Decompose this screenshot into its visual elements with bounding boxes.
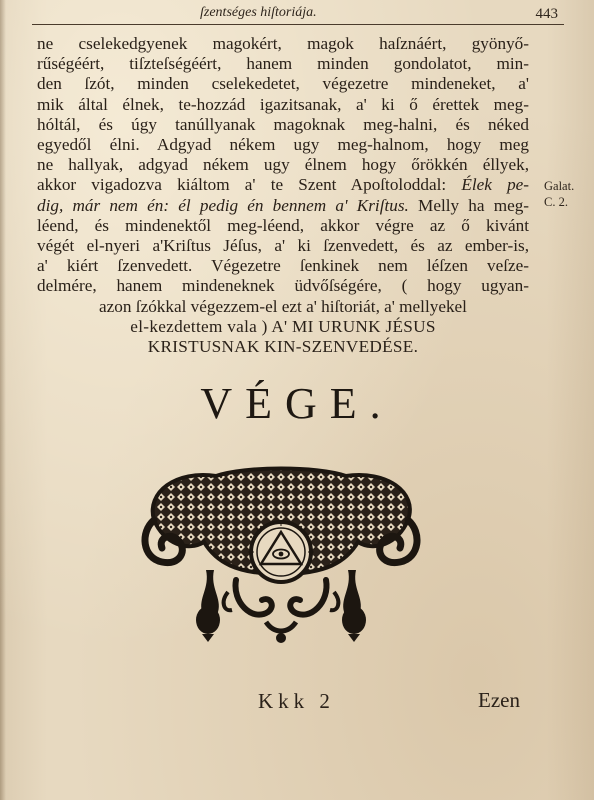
text-line: ne cselekedgyenek magokért, magok haſznáért, gyönyő- — [37, 34, 529, 53]
text-line: rűségéért, tiſzteſségéért, hanem minden gondolatot, min- — [37, 54, 529, 74]
text-line: azon ſzókkal végezzem-el ezt a' hiſtoriát, a' mellyekel — [99, 296, 467, 316]
text-line: léend, és mindenektől meg-léend, akkor végre az ő kivánt — [37, 215, 529, 235]
text-line: egyedől élni. Adgyad nékem ugy meg-halnom, hogy meg — [37, 135, 529, 155]
margin-note-ref: Galat. — [544, 179, 575, 193]
closing-word: VÉGE. — [200, 379, 394, 428]
italic-quote: dig, már nem én: él pedig én bennem a' Kriſtus. — [37, 195, 409, 215]
body-text — [37, 34, 529, 357]
text-line: végét el-nyeri a'Kriſtus Jéſus, a' ki ſzenvedett, és az ember-is, — [37, 236, 529, 256]
italic-quote: Élek pe- — [461, 175, 530, 195]
text-line: den ſzót, minden cselekedetet, végezetre mindeneket, a' — [37, 74, 529, 94]
margin-note — [544, 178, 588, 210]
text-line: ne hallyak, adgyad nékem ugy élnem hogy őrökkén éllyek, — [37, 155, 529, 175]
margin-note-chapter: C. 2. — [544, 195, 568, 209]
text-line: delmére, hanem mindeneknek üdvőſségére, ( hogy ugyan- — [37, 276, 529, 296]
signature-mark: Kkk 2 — [258, 689, 335, 713]
text-line: mik által élnek, te-hozzád igazitsanak, a' ki ő érettek meg- — [37, 94, 529, 114]
text-segment: Melly ha meg- — [418, 195, 530, 215]
text-line — [37, 175, 529, 195]
catchword: Ezen — [478, 688, 520, 712]
text-line: el-kezdettem vala ) A' MI URUNK JÉSUS — [130, 316, 436, 336]
text-segment: akkor vigadozva kiáltom a' te Szent Apoſtoloddal: — [37, 175, 447, 195]
page-number: 443 — [535, 6, 558, 22]
eye-of-providence-ornament — [136, 462, 426, 652]
text-line: hóltál, és úgy tanúllyanak magoknak meg-halni, és néked — [37, 114, 529, 134]
running-head: ſzentséges hiſtoriája. — [200, 5, 317, 20]
text-line — [37, 196, 529, 216]
header-rule — [32, 24, 564, 25]
text-line: KRISTUSNAK KIN-SZENVEDÉSE. — [147, 337, 419, 357]
text-line: a' kiért ſzenvedett. Végezetre ſenkinek nem léſzen veſze- — [37, 256, 529, 276]
